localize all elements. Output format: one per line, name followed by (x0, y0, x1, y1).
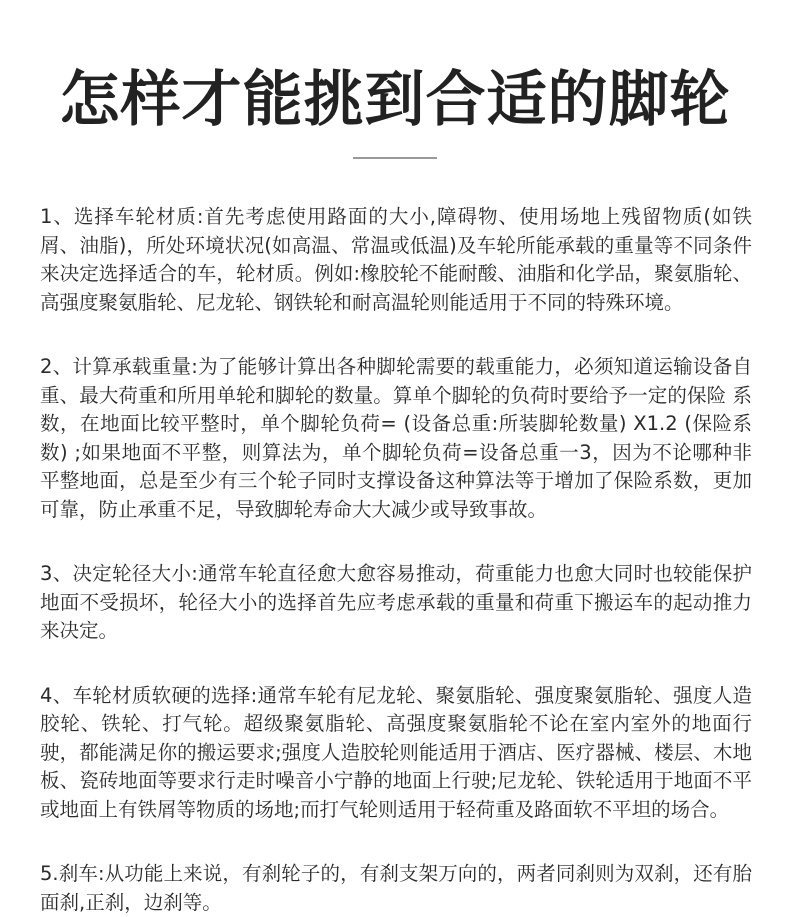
article-body (40, 203, 752, 917)
paragraph-wheel-diameter: 3、决定轮径大小:通常车轮直径愈大愈容易推动，荷重能力也愈大同时也较能保护地面不受损坏，轮径大小的选择首先应考虑承载的重量和荷重下搬运车的起动推力来决定。 (40, 562, 752, 642)
paragraph-hardness: 4、车轮材质软硬的选择:通常车轮有尼龙轮、聚氨脂轮、强度聚氨脂轮、强度人造胶轮、铁轮、打气轮。超级聚氨脂轮、高强度聚氨脂轮不论在室内室外的地面行驶，都能满足你的搬运要求;强度人造胶轮则能适用于酒店、医疗器械、楼层、木地板、瓷砖地面等要求行走时噪音小宁静的地面上行驶;尼龙轮、铁轮适用于地面不平或地面上有铁屑等物质的场地;而打气轮则适用于轻荷重及路面软不平坦的场合。 (40, 683, 752, 821)
paragraph-brake: 5.刹车:从功能上来说，有刹轮子的，有刹支架万向的，两者同刹则为双刹，还有胎面刹,正刹，边刹等。 (40, 862, 752, 914)
page-title: 怎样才能挑到合适的脚轮 (59, 65, 731, 135)
paragraph-material: 1、选择车轮材质:首先考虑使用路面的大小,障碍物、使用场地上残留物质(如铁屑、油脂)，所处环境状况(如高温、常温或低温)及车轮所能承载的重量等不同条件来决定选择适合的车，轮材质。例如:橡胶轮不能耐酸、油脂和化学品，聚氨脂轮、高强度聚氨脂轮、尼龙轮、钢铁轮和耐高温轮则能适用于不同的特殊环境。 (40, 205, 752, 314)
title-divider (353, 157, 437, 159)
paragraph-load-weight: 2、计算承载重量:为了能够计算出各种脚轮需要的载重能力，必须知道运输设备自重、最大荷重和所用单轮和脚轮的数量。算单个脚轮的负荷时要给予一定的保险 系数，在地面比较平整时，单个脚轮负荷= (设备总重:所装脚轮数量) X1.2 (保险系数) ;如果地面不平整，则算法为，单个脚轮负荷=设备总重一3，因为不论哪种非平整地面，总是至少有三个轮子同时支撑设备这种算法等于增加了保险系数，更加可靠，防止承重不足，导致脚轮寿命大大减少或导致事故。 (40, 355, 752, 521)
